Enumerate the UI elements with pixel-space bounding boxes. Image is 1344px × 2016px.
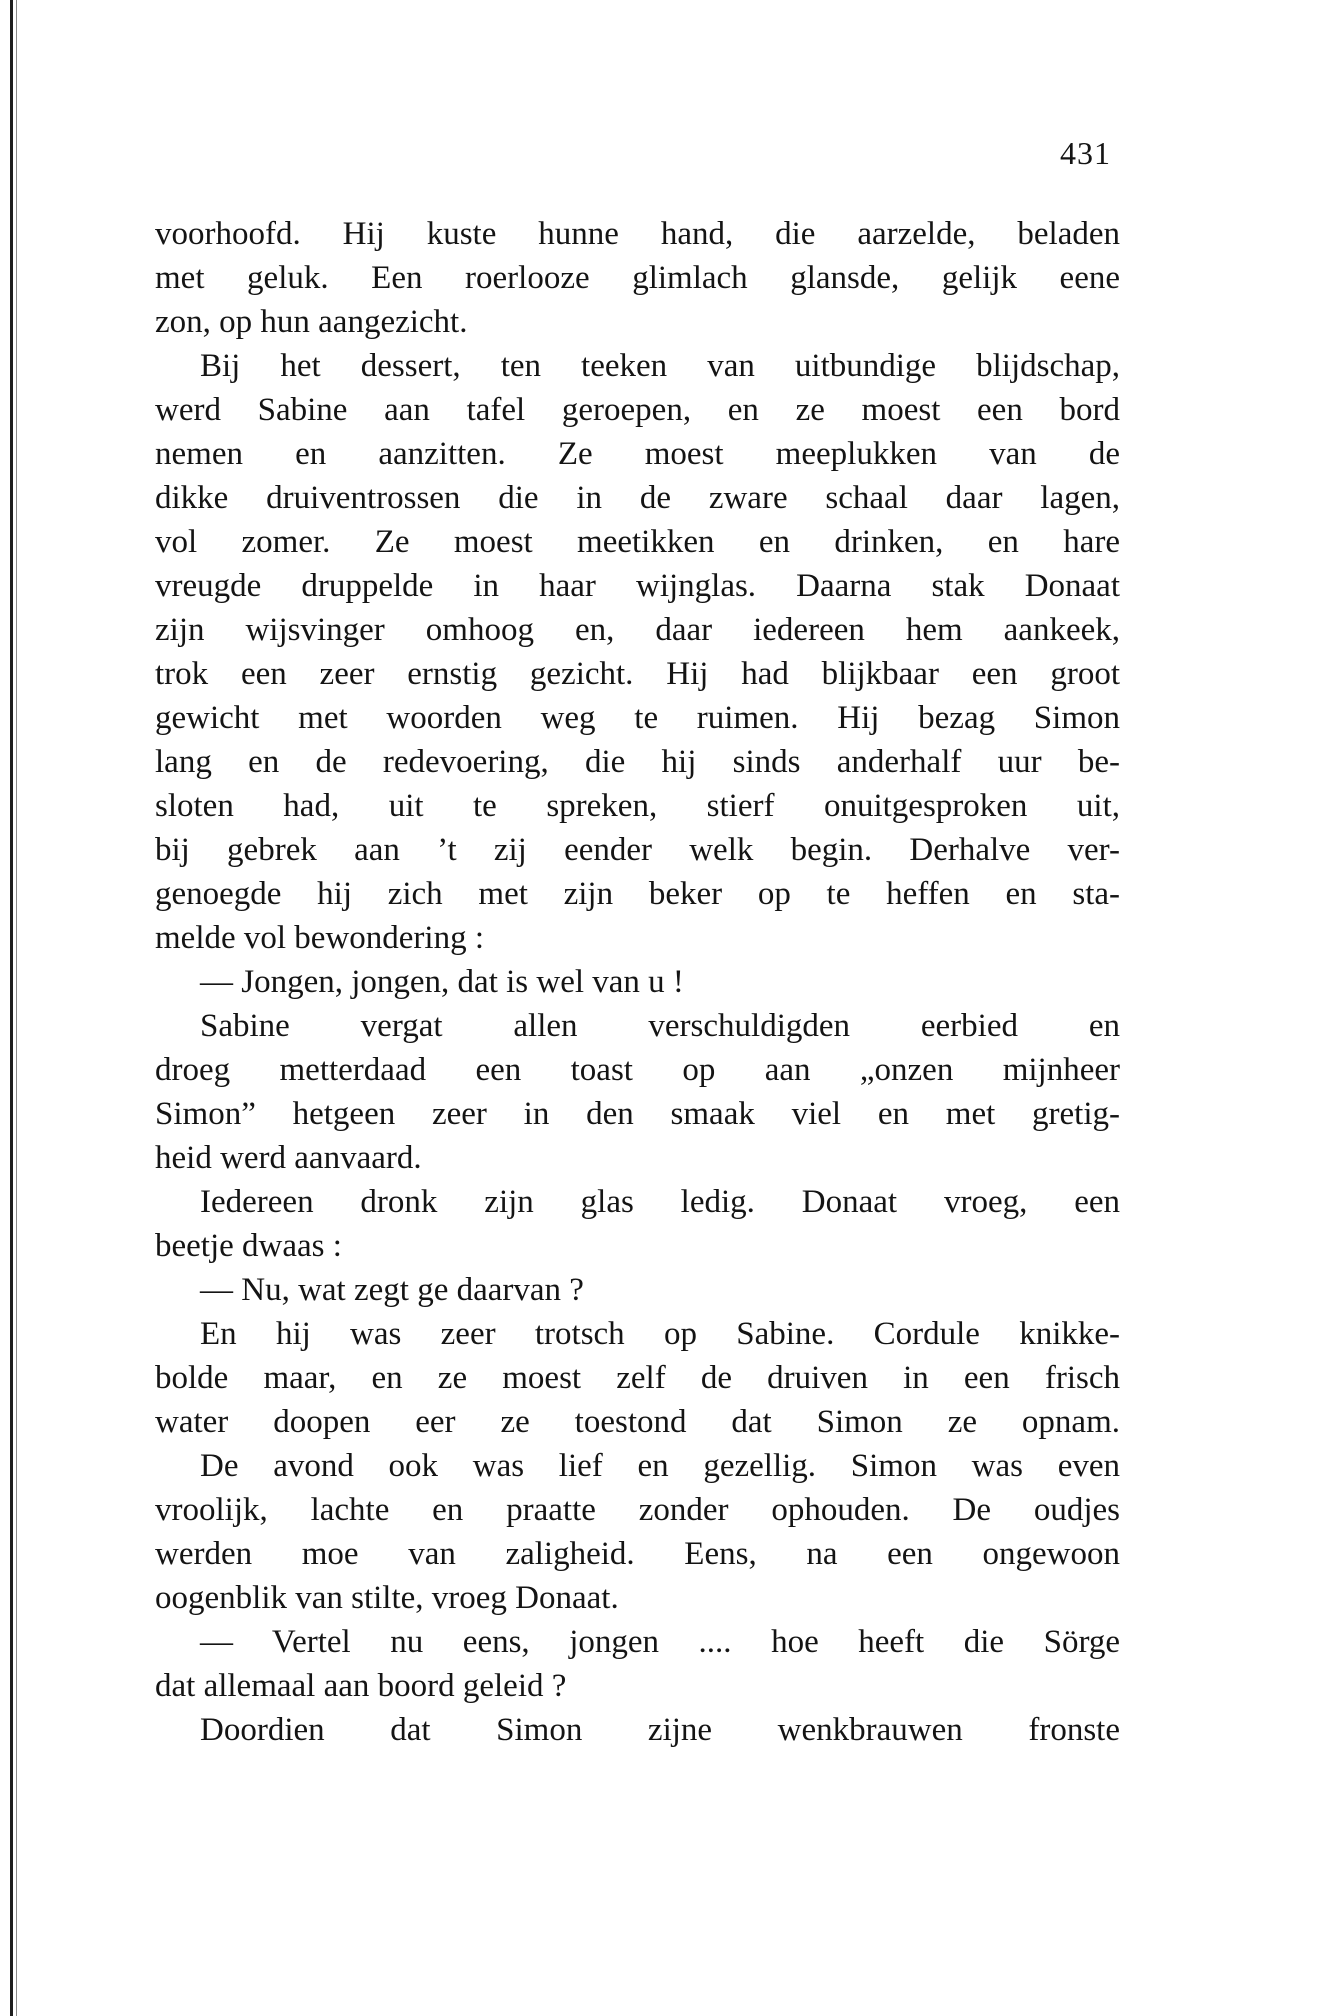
text-line: Simon” hetgeen zeer in den smaak viel en met gretig- [155,1096,1120,1132]
text-line: vol zomer. Ze moest meetikken en drinken, en hare [155,524,1120,560]
text-line: trok een zeer ernstig gezicht. Hij had blijkbaar een groot [155,656,1120,692]
text-line: vroolijk, lachte en praatte zonder ophouden. De oudjes [155,1492,1120,1528]
scan-binding-edge [10,0,13,2016]
text-line: droeg metterdaad een toast op aan „onzen mijnheer [155,1052,1120,1088]
text-line: melde vol bewondering : [155,920,485,956]
text-line: En hij was zeer trotsch op Sabine. Cordule knikke- [200,1316,1120,1352]
text-line: — Jongen, jongen, dat is wel van u ! [200,964,684,1000]
text-line: dikke druiventrossen die in de zware schaal daar lagen, [155,480,1120,516]
page-number: 431 [1060,135,1111,171]
text-line: genoegde hij zich met zijn beker op te heffen en sta- [155,876,1120,912]
text-line: voorhoofd. Hij kuste hunne hand, die aarzelde, beladen [155,216,1120,252]
text-line: bolde maar, en ze moest zelf de druiven in een frisch [155,1360,1120,1396]
text-line: dat allemaal aan boord geleid ? [155,1668,567,1704]
text-line: — Vertel nu eens, jongen .... hoe heeft die Sörge [200,1624,1120,1660]
text-line: sloten had, uit te spreken, stierf onuitgesproken uit, [155,788,1120,824]
text-line: Sabine vergat allen verschuldigden eerbied en [200,1008,1120,1044]
text-line: werden moe van zaligheid. Eens, na een ongewoon [155,1536,1120,1572]
text-line: zon, op hun aangezicht. [155,304,468,340]
text-line: Bij het dessert, ten teeken van uitbundige blijdschap, [200,348,1120,384]
text-line: oogenblik van stilte, vroeg Donaat. [155,1580,619,1616]
text-line: lang en de redevoering, die hij sinds anderhalf uur be- [155,744,1120,780]
text-line: bij gebrek aan ’t zij eender welk begin. Derhalve ver- [155,832,1120,868]
text-line: werd Sabine aan tafel geroepen, en ze moest een bord [155,392,1120,428]
text-line: heid werd aanvaard. [155,1140,422,1176]
scan-binding-shadow [16,0,17,2016]
text-line: beetje dwaas : [155,1228,342,1264]
text-line: nemen en aanzitten. Ze moest meeplukken van de [155,436,1120,472]
text-line: — Nu, wat zegt ge daarvan ? [200,1272,584,1308]
text-line: met geluk. Een roerlooze glimlach glansde, gelijk eene [155,260,1120,296]
text-line: gewicht met woorden weg te ruimen. Hij bezag Simon [155,700,1120,736]
text-line: Iedereen dronk zijn glas ledig. Donaat vroeg, een [200,1184,1120,1220]
text-line: vreugde druppelde in haar wijnglas. Daarna stak Donaat [155,568,1120,604]
text-line: water doopen eer ze toestond dat Simon ze opnam. [155,1404,1120,1440]
text-line: De avond ook was lief en gezellig. Simon was even [200,1448,1120,1484]
text-line: zijn wijsvinger omhoog en, daar iedereen hem aankeek, [155,612,1120,648]
text-line: Doordien dat Simon zijne wenkbrauwen fronste [200,1712,1120,1748]
body-text [155,212,1120,1752]
